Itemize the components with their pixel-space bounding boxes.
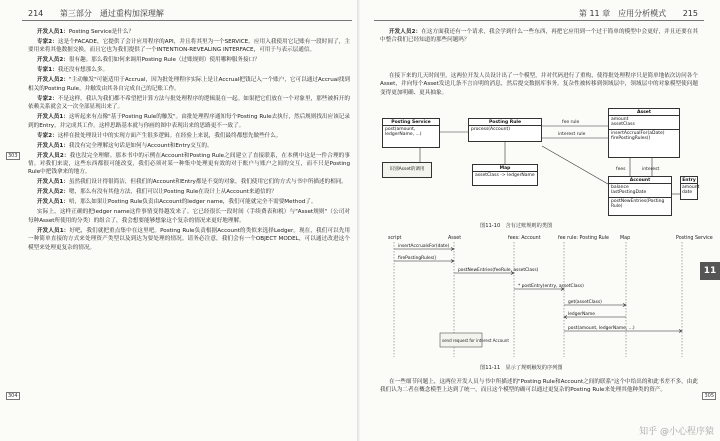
class-posting-service [382, 118, 440, 148]
dialogue-paragraph: 开发人员2：很有趣。那么我们如何来调用Posting Rule（过账规则）使用哪种服务接口？ [37, 57, 260, 64]
right-page-number: 215 [682, 9, 698, 18]
class-method: postNewEntries(Posting Rule) [611, 198, 665, 210]
class-posting-rule [468, 118, 542, 142]
left-body-text [28, 28, 350, 254]
speaker-label: 开发人员2： [37, 77, 70, 84]
lifeline-label: script [388, 236, 402, 241]
message-label: * postEntry(entry, assetClass) [518, 284, 584, 289]
speaker-label: 开发人员1： [37, 227, 70, 234]
assoc-label: interest [642, 167, 660, 172]
right-header-chapter: 第 11 章 应用分析模式 [578, 9, 667, 18]
speaker-label: 专家2： [37, 95, 58, 102]
dialogue-paragraph: 专家2：这是个FACADE，它提供了会计应用程序的API，并且将其里为一个SERVICE。应用入我使用它记账有一段时间了，主要用来将其他数据交换，而且它也为我们提供了一个INTENTION-REVEALING INTERFACE，可用于与表示层通信。 [28, 39, 350, 54]
speaker-label: 专家2： [37, 132, 58, 139]
class-name: Map [473, 165, 537, 172]
dialogue-paragraph: 开发人员2：嗯，那么有没有其他方法，我们可以让Posting Rule在设计上从Account来通信的？ [37, 189, 277, 196]
assoc-label: interest rule [558, 132, 586, 137]
message-label: get(assetClass) [568, 300, 602, 305]
dialogue-paragraph: 开发人员2：我也没完全理解。那本书中的示例在Account和Posting Rule之间建立了直接联系，在本例中这是一件合理的事情。对我们来说，这些东西都很可能改变，我们必须对某一种集中处理更有效的对于账户与账户之间的交互，而不只是Posting Rule中把钱拿来的地方。 [28, 152, 350, 176]
speaker-label: 开发人员2： [37, 152, 70, 159]
class-entry [680, 176, 698, 200]
right-body-paragraph: 在接下来的几天时间里，这两位开发人员设计出了一个模型，并对代码进行了重构，使得批处理程序只是简单地依次访问各个Asset，并向每个Asset发送几条不言自明的消息，然后提交数据库事务。复杂性被转移到领域层中，领域层中的对象模型使问题变得更加明确、更具抽象。 [380, 73, 698, 96]
chapter-tab: 11 [700, 262, 720, 280]
dialogue-paragraph: 开发人员1：唔，那么如果让Posting Rule负责由Account的ledger name，我们可能就完全不需要Method了。 [37, 199, 317, 206]
dialogue-paragraph: 开发人员1：Posting Service是什么？ [37, 29, 135, 35]
assoc-label: fees [616, 167, 626, 172]
class-field: balance [611, 184, 629, 190]
class-field: post(amount, [385, 126, 416, 132]
right-intro-text [380, 28, 698, 46]
message-label: ledgerName [568, 312, 595, 317]
class-map [472, 164, 538, 186]
class-field: lastPostingDate [611, 190, 647, 196]
left-header-rule [22, 20, 352, 21]
class-asset [608, 108, 680, 158]
right-page [360, 0, 720, 441]
class-field: amount [611, 116, 629, 122]
assoc-label: fee rule [562, 120, 580, 125]
class-field: amount [682, 184, 700, 190]
speaker-label: 专家2： [37, 39, 58, 45]
dialogue-paragraph: 开发人员2："主动触发"可能适用于Accrual，因为批处理程序实际上是让Accrual把钱记入一个账户，它可以通过Accrual找到相关的Posting Rule，并触发由其各自完成自己的记账工作。 [28, 77, 350, 92]
class-name: Entry [682, 177, 696, 183]
class-name: Posting Service [383, 119, 439, 126]
dialogue-paragraph: 专家2：这样在批处理设计中的实现方面产生很多逻辑。在经验上来说，我们最终都想先做些什么。 [37, 132, 282, 139]
speaker-label: 开发人员1： [37, 29, 69, 35]
dialogue-paragraph: 开发人员1：这听起来有点像"基于Posting Rule的触发"。由批处理程序通知每个Posting Rule去执行，然后规则找出应该记录到的Entry，并完成其工作。这样思路基本就与你画的图中表现出来的思路更不一致了。 [28, 114, 350, 129]
class-field: assetClass -> ledgerName [475, 172, 535, 178]
class-name: Account [609, 177, 671, 184]
right-body-text [380, 72, 698, 99]
watermark: 知乎 @小心程序猿 [639, 427, 714, 437]
speaker-label: 开发人员1： [37, 142, 69, 149]
class-name: Posting Rule [469, 119, 541, 126]
speaker-label: 开发人员1： [37, 114, 69, 121]
lifeline-label: Posting Service [676, 236, 713, 241]
margin-number: 305 [704, 393, 714, 399]
speaker-label: 开发人员1： [37, 199, 69, 206]
dialogue-paragraph: 专家2：不是这样。我认为我们都不希望把计算方法与批处理程序的逻辑混在一起。如果把它们放在一个对象里，那些被拆开的依赖关系就会又一次全部显现出来了。 [28, 95, 350, 111]
right-closing-paragraph: 在一些细节问题上，这两位开发人员与书中所描述的"Posting Rule和Account之间的联系"这个中给出的和此书差不多，由此我们认为二者在概念模型上达到了统一，而且这个模型的确可以通过更复杂的Posting Rule来处理其他种类的资产。 [380, 379, 698, 394]
class-field: process(Account) [471, 126, 510, 132]
figure-caption: 图11-11 显示了规则触发的序列图 [480, 365, 563, 371]
class-field: date [682, 190, 693, 196]
class-method: insertAccrualFor(aDate) [611, 130, 665, 136]
speaker-label: 开发人员2： [389, 29, 422, 35]
class-field: assetClass [611, 122, 635, 128]
lifeline-label: Asset [448, 236, 462, 241]
dialogue-paragraph: 开发人员1：好吧，我们就把重点集中在这里吧。Posting Rule负责根据Account的类似来选择Ledger。现在，我们可以先用一种简单直接的方式来处理资产类型以及到达为要处理的情况。请务必注意，我们会有一个OBJECT MODEL，可以通过改进这个模型来处理更复杂的情况。 [28, 227, 350, 251]
dialogue-paragraph: 开发人员2：在这方面我还有一个请求，我会学到什么一些东西，再把它应用到一个过于简单的模型中会更好，并且还要在其中整合我们已经知道的那些问题吗？ [380, 29, 698, 44]
class-name: Asset [609, 109, 679, 116]
diagram-note: 识别Asset的调用 [382, 162, 432, 178]
lifeline-label: fees: Account [508, 236, 541, 241]
left-page-number: 214 [28, 9, 44, 18]
dialogue-paragraph: 实际上，这样正确的把ledger name这件事情变得越发来了。它已经很长一段时间（手续费表和税）与"Asset规则"（公司对每种Asset所使用的分类）的组合了，我会想要能够想象这个复杂的情况来更好地理解。 [28, 209, 350, 224]
class-field: ledgerName, ...) [385, 132, 422, 138]
class-diagram [380, 104, 698, 222]
message-label: insertAccrualsFor(date) [398, 244, 450, 249]
right-header-rule [374, 20, 704, 21]
margin-number: 304 [8, 393, 18, 399]
margin-number: 303 [8, 153, 18, 159]
dialogue-paragraph: 开发人员1：虽然我们设计得很简洁，但我们的Account和Entry都是不变的对象，我们使用它们的方式与书中所描述的相同。 [37, 179, 347, 186]
lifeline-label: fee rule: Posting Rule [558, 236, 609, 241]
message-label: postNewEntries(feeRule, assetClass) [458, 268, 539, 273]
left-page-header [28, 8, 164, 19]
right-closing-text [380, 378, 698, 396]
figure-caption: 图11-10 含有过账规则的类图 [480, 223, 553, 229]
class-account [608, 176, 672, 216]
speaker-label: 专家1： [37, 67, 58, 74]
dialogue-paragraph: 专家1：我还没有想那么多。 [37, 67, 109, 74]
left-header-title: 第三部分 通过重构加深理解 [59, 9, 164, 18]
class-method: firePostingRules() [611, 136, 651, 142]
right-page-header [579, 8, 698, 19]
dialogue-paragraph: 开发人员1：我没有完全理解这句话是如何与Account和Entry交互的。 [37, 142, 213, 149]
speaker-label: 开发人员2： [37, 57, 69, 64]
speaker-label: 开发人员2： [37, 189, 69, 196]
sequence-note-text: send request for interest Account [442, 338, 509, 343]
message-label: post(amount, ledgerName, ...) [568, 326, 635, 331]
message-label: firePostingRules() [398, 256, 437, 261]
speaker-label: 开发人员1： [37, 179, 69, 186]
lifeline-label: Map [620, 236, 631, 241]
